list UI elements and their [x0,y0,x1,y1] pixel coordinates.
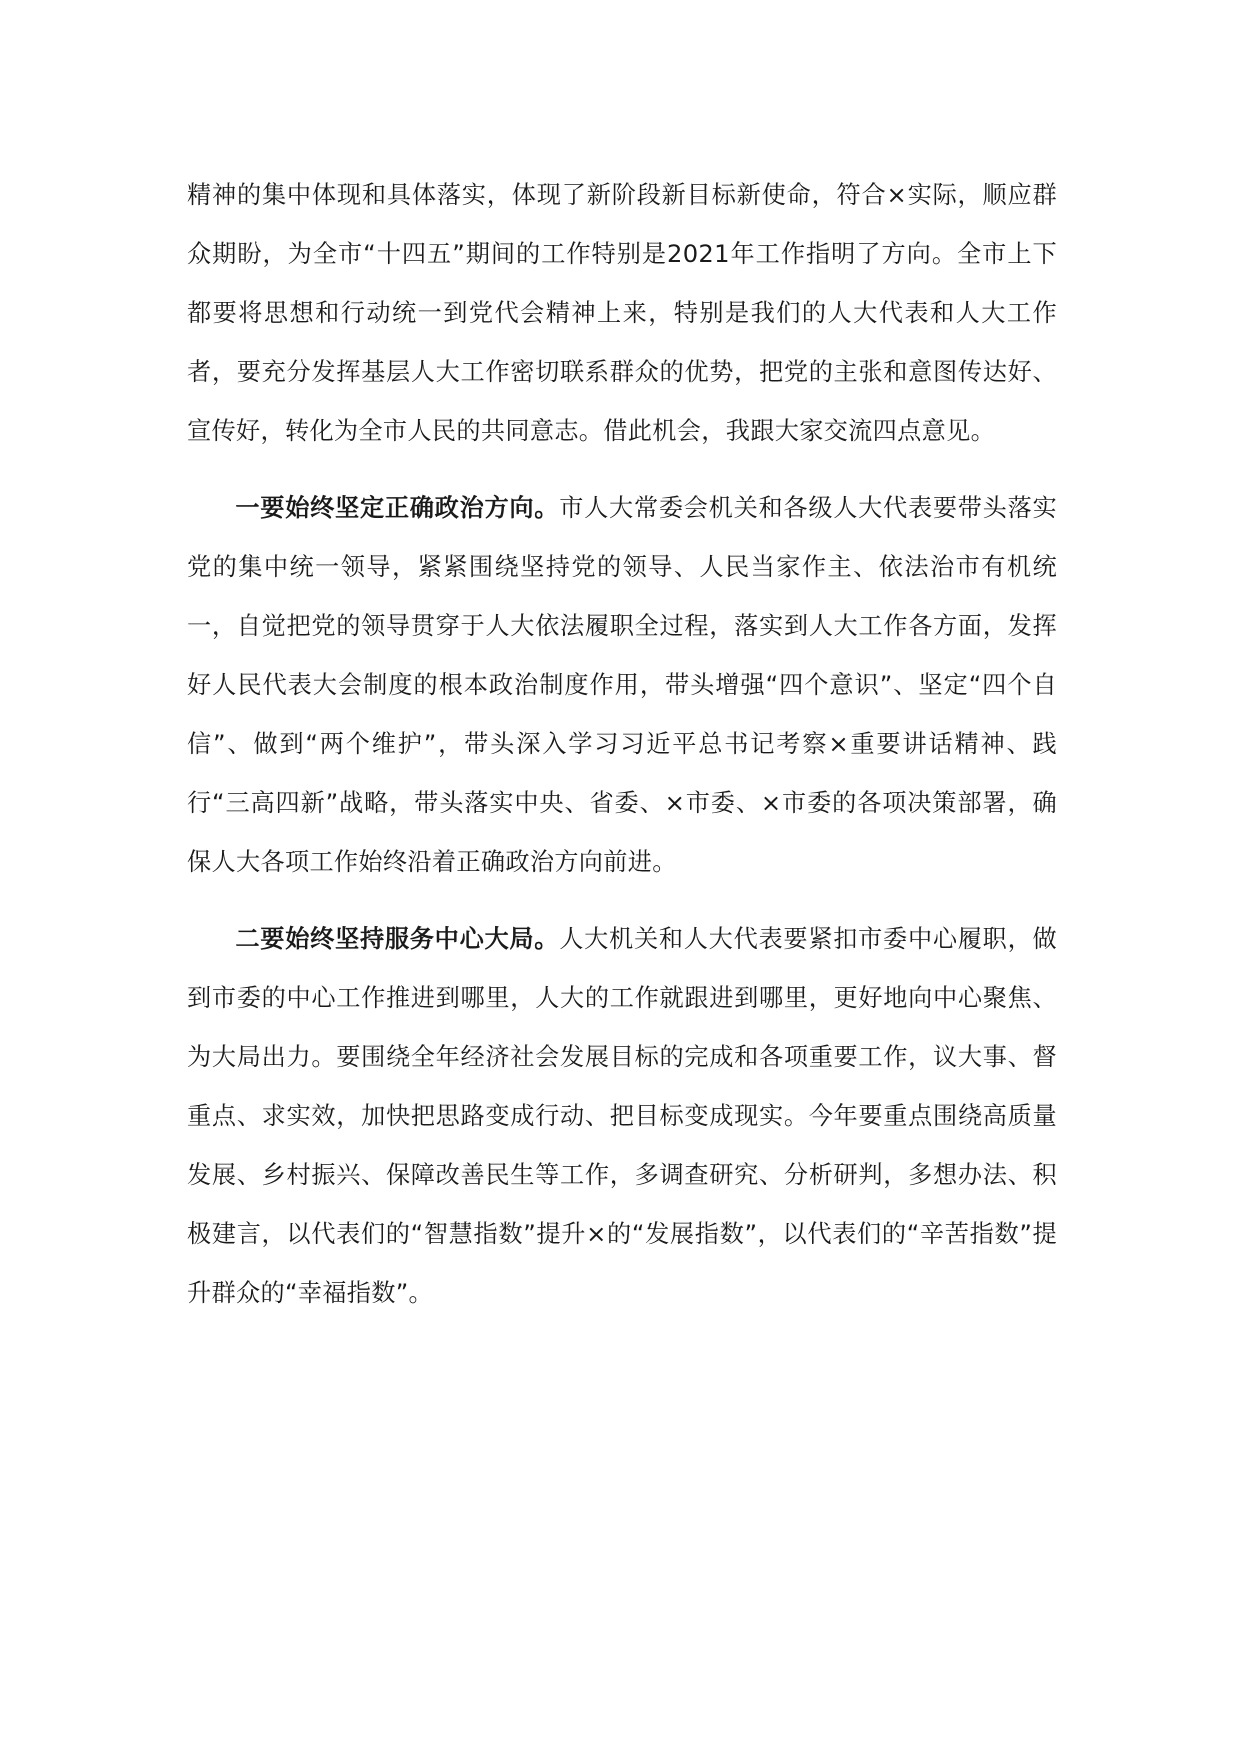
paragraph-point-one [187,479,1057,892]
paragraph-point-two [187,910,1057,1323]
paragraph-text: 市人大常委会机关和各级人大代表要带头落实党的集中统一领导，紧紧围绕坚持党的领导、人民当家作主、依法治市有机统一，自觉把党的领导贯穿于人大依法履职全过程，落实到人大工作各方面，发挥好人民代表大会制度的根本政治制度作用，带头增强“四个意识”、坚定“四个自信”、做到“两个维护”，带头深入学习习近平总书记考察×重要讲话精神、践行“三高四新”战略，带头落实中央、省委、×市委、×市委的各项决策部署，确保人大各项工作始终沿着正确政治方向前进。 [187,494,1057,876]
paragraph-text: 精神的集中体现和具体落实，体现了新阶段新目标新使命，符合×实际，顺应群众期盼，为全市“十四五”期间的工作特别是2021年工作指明了方向。全市上下都要将思想和行动统一到党代会精神上来，特别是我们的人大代表和人大工作者，要充分发挥基层人大工作密切联系群众的优势，把党的主张和意图传达好、宣传好，转化为全市人民的共同意志。借此机会，我跟大家交流四点意见。 [187,181,1057,445]
document-body [187,166,1057,1323]
paragraph-continuation [187,166,1057,461]
paragraph-text: 人大机关和人大代表要紧扣市委中心履职，做到市委的中心工作推进到哪里，人大的工作就跟进到哪里，更好地向中心聚焦、为大局出力。要围绕全年经济社会发展目标的完成和各项重要工作，议大事、督重点、求实效，加快把思路变成行动、把目标变成现实。今年要重点围绕高质量发展、乡村振兴、保障改善民生等工作，多调查研究、分析研判，多想办法、积极建言，以代表们的“智慧指数”提升×的“发展指数”，以代表们的“辛苦指数”提升群众的“幸福指数”。 [187,925,1057,1307]
paragraph-lead: 一要始终坚定正确政治方向。 [235,494,560,522]
paragraph-lead: 二要始终坚持服务中心大局。 [235,925,560,953]
